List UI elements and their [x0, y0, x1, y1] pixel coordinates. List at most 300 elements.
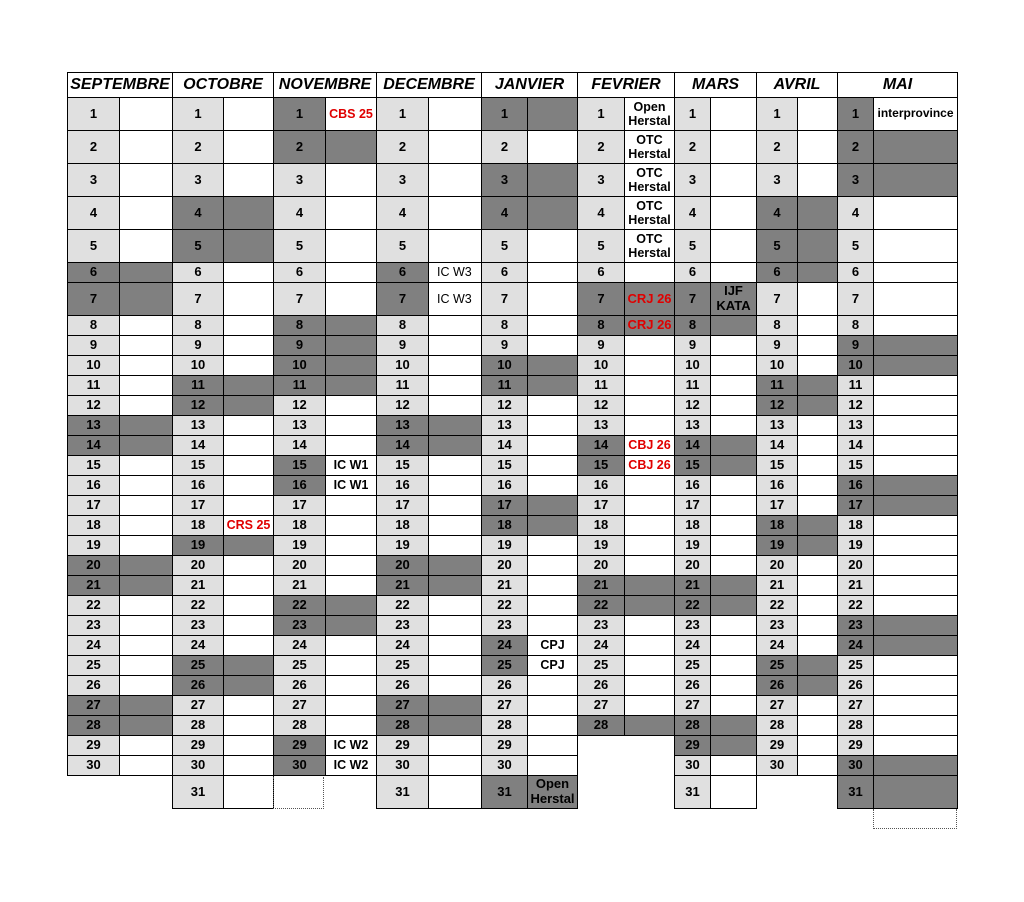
day-number-mars: 7	[674, 282, 711, 316]
empty-cell-janvier	[527, 715, 578, 736]
empty-cell-novembre	[325, 615, 377, 636]
empty-cell-janvier	[527, 262, 578, 283]
event-cell-fevrier: OTC Herstal	[624, 130, 675, 164]
day-number-mars: 18	[674, 515, 711, 536]
empty-cell-fevrier	[624, 695, 675, 716]
day-number-octobre: 27	[172, 695, 224, 716]
day-number-decembre: 17	[376, 495, 429, 516]
day-number-septembre: 17	[67, 495, 120, 516]
day-number-janvier: 10	[481, 355, 528, 376]
day-number-decembre: 22	[376, 595, 429, 616]
empty-cell-octobre	[223, 595, 274, 616]
empty-cell-janvier	[527, 515, 578, 536]
day-number-decembre: 26	[376, 675, 429, 696]
day-number-mars: 9	[674, 335, 711, 356]
day-number-decembre: 30	[376, 755, 429, 776]
day-number-fevrier: 13	[577, 415, 625, 436]
day-number-mai: 7	[837, 282, 874, 316]
empty-cell-decembre	[428, 615, 482, 636]
day-number-septembre: 22	[67, 595, 120, 616]
day-number-novembre: 11	[273, 375, 326, 396]
day-number-septembre: 28	[67, 715, 120, 736]
day-number-janvier: 13	[481, 415, 528, 436]
day-number-janvier: 19	[481, 535, 528, 556]
empty-cell-septembre	[119, 675, 173, 696]
month-header-avril: AVRIL	[756, 72, 838, 98]
day-number-fevrier: 25	[577, 655, 625, 676]
empty-cell-decembre	[428, 355, 482, 376]
day-number-janvier: 18	[481, 515, 528, 536]
day-number-avril: 20	[756, 555, 798, 576]
day-number-fevrier: 22	[577, 595, 625, 616]
empty-cell-avril	[797, 229, 838, 263]
empty-cell-decembre	[428, 395, 482, 416]
day-number-mai: 12	[837, 395, 874, 416]
day-number-janvier: 21	[481, 575, 528, 596]
day-number-fevrier: 6	[577, 262, 625, 283]
empty-cell-octobre	[223, 130, 274, 164]
day-number-janvier: 6	[481, 262, 528, 283]
day-number-mai: 1	[837, 97, 874, 131]
empty-cell-decembre	[428, 715, 482, 736]
empty-cell-decembre	[428, 535, 482, 556]
empty-cell-avril	[797, 375, 838, 396]
event-cell-fevrier: OTC Herstal	[624, 196, 675, 230]
day-number-fevrier: 16	[577, 475, 625, 496]
empty-cell-novembre	[325, 715, 377, 736]
day-number-mars: 2	[674, 130, 711, 164]
empty-cell-mars	[710, 315, 757, 336]
empty-cell-mai	[873, 355, 958, 376]
day-number-septembre: 5	[67, 229, 120, 263]
empty-cell-avril	[797, 595, 838, 616]
empty-cell-avril	[797, 315, 838, 336]
empty-cell-mai	[873, 196, 958, 230]
month-header-janvier: JANVIER	[481, 72, 578, 98]
empty-cell-decembre	[428, 229, 482, 263]
day-number-avril: 25	[756, 655, 798, 676]
day-number-decembre: 11	[376, 375, 429, 396]
empty-cell-janvier	[527, 229, 578, 263]
day-number-novembre: 13	[273, 415, 326, 436]
day-number-fevrier: 3	[577, 163, 625, 197]
day-number-septembre: 27	[67, 695, 120, 716]
day-number-mars: 25	[674, 655, 711, 676]
empty-cell-novembre	[325, 675, 377, 696]
day-number-octobre: 25	[172, 655, 224, 676]
empty-cell-janvier	[527, 435, 578, 456]
empty-cell-mars	[710, 435, 757, 456]
day-number-novembre: 7	[273, 282, 326, 316]
day-number-mai: 22	[837, 595, 874, 616]
day-number-novembre: 8	[273, 315, 326, 336]
day-number-novembre: 4	[273, 196, 326, 230]
day-number-decembre: 28	[376, 715, 429, 736]
day-number-janvier: 24	[481, 635, 528, 656]
day-number-janvier: 3	[481, 163, 528, 197]
day-number-avril: 17	[756, 495, 798, 516]
day-number-novembre: 9	[273, 335, 326, 356]
day-number-octobre: 8	[172, 315, 224, 336]
day-number-octobre: 14	[172, 435, 224, 456]
day-number-novembre: 6	[273, 262, 326, 283]
empty-cell-mai	[873, 315, 958, 336]
empty-cell-decembre	[428, 335, 482, 356]
day-number-fevrier: 24	[577, 635, 625, 656]
day-number-septembre: 24	[67, 635, 120, 656]
day-number-octobre: 23	[172, 615, 224, 636]
day-number-octobre: 30	[172, 755, 224, 776]
day-number-avril: 14	[756, 435, 798, 456]
day-number-septembre: 23	[67, 615, 120, 636]
day-number-avril: 30	[756, 755, 798, 776]
empty-cell-mai	[873, 130, 958, 164]
day-number-janvier: 26	[481, 675, 528, 696]
day-number-decembre: 3	[376, 163, 429, 197]
empty-cell-mai	[873, 415, 958, 436]
day-number-fevrier: 18	[577, 515, 625, 536]
empty-cell-septembre	[119, 282, 173, 316]
empty-cell-fevrier	[624, 415, 675, 436]
day-number-fevrier: 23	[577, 615, 625, 636]
day-number-decembre: 5	[376, 229, 429, 263]
empty-cell-novembre	[325, 495, 377, 516]
empty-cell-mars	[710, 715, 757, 736]
day-number-decembre: 19	[376, 535, 429, 556]
day-number-novembre: 16	[273, 475, 326, 496]
day-number-mai: 28	[837, 715, 874, 736]
day-number-mai: 3	[837, 163, 874, 197]
empty-cell-janvier	[527, 130, 578, 164]
empty-cell-decembre	[428, 315, 482, 336]
empty-cell-novembre	[325, 555, 377, 576]
day-number-decembre: 18	[376, 515, 429, 536]
empty-cell-janvier	[527, 735, 578, 756]
empty-cell-octobre	[223, 415, 274, 436]
empty-cell-avril	[797, 163, 838, 197]
day-number-janvier: 8	[481, 315, 528, 336]
day-number-octobre: 26	[172, 675, 224, 696]
day-number-decembre: 7	[376, 282, 429, 316]
empty-cell-septembre	[119, 395, 173, 416]
day-number-decembre: 12	[376, 395, 429, 416]
empty-cell-octobre	[223, 395, 274, 416]
event-cell-novembre: IC W1	[325, 455, 377, 476]
day-number-avril: 24	[756, 635, 798, 656]
day-number-mars: 29	[674, 735, 711, 756]
empty-cell-fevrier	[624, 655, 675, 676]
empty-cell-decembre	[428, 163, 482, 197]
empty-cell-janvier	[527, 196, 578, 230]
empty-cell-septembre	[119, 575, 173, 596]
day-number-octobre: 10	[172, 355, 224, 376]
day-number-janvier: 27	[481, 695, 528, 716]
day-number-fevrier: 20	[577, 555, 625, 576]
day-number-septembre: 25	[67, 655, 120, 676]
day-number-fevrier: 9	[577, 335, 625, 356]
empty-cell-octobre	[223, 615, 274, 636]
month-header-mars: MARS	[674, 72, 757, 98]
day-number-mai: 4	[837, 196, 874, 230]
day-number-avril: 4	[756, 196, 798, 230]
empty-cell-mars	[710, 555, 757, 576]
event-cell-novembre: IC W2	[325, 755, 377, 776]
empty-cell-mai	[873, 395, 958, 416]
empty-cell-janvier	[527, 555, 578, 576]
empty-cell-decembre	[428, 415, 482, 436]
event-cell-fevrier: CRJ 26	[624, 315, 675, 336]
empty-cell-octobre	[223, 196, 274, 230]
day-number-septembre: 21	[67, 575, 120, 596]
empty-cell-fevrier	[624, 355, 675, 376]
empty-cell-janvier	[527, 755, 578, 776]
empty-cell-avril	[797, 435, 838, 456]
day-number-octobre: 15	[172, 455, 224, 476]
empty-cell-avril	[797, 715, 838, 736]
empty-cell-mars	[710, 615, 757, 636]
day-number-janvier: 22	[481, 595, 528, 616]
empty-cell-mars	[710, 415, 757, 436]
day-number-septembre: 11	[67, 375, 120, 396]
day-number-avril: 23	[756, 615, 798, 636]
day-number-janvier: 2	[481, 130, 528, 164]
day-number-fevrier: 27	[577, 695, 625, 716]
event-cell-fevrier: Open Herstal	[624, 97, 675, 131]
empty-cell-mars	[710, 755, 757, 776]
empty-cell-octobre	[223, 695, 274, 716]
day-number-octobre: 2	[172, 130, 224, 164]
month-header-septembre: SEPTEMBRE	[67, 72, 173, 98]
day-number-avril: 10	[756, 355, 798, 376]
empty-cell-fevrier	[624, 475, 675, 496]
empty-cell-fevrier	[624, 335, 675, 356]
empty-cell-mars	[710, 655, 757, 676]
day-number-fevrier: 2	[577, 130, 625, 164]
empty-cell-decembre	[428, 130, 482, 164]
day-number-avril: 19	[756, 535, 798, 556]
day-number-mai: 15	[837, 455, 874, 476]
day-number-octobre: 3	[172, 163, 224, 197]
day-number-mars: 16	[674, 475, 711, 496]
empty-cell-septembre	[119, 735, 173, 756]
empty-cell-novembre	[325, 435, 377, 456]
day-number-fevrier: 5	[577, 229, 625, 263]
day-number-mai: 25	[837, 655, 874, 676]
day-number-avril: 29	[756, 735, 798, 756]
empty-cell-decembre	[428, 455, 482, 476]
empty-cell-septembre	[119, 615, 173, 636]
day-number-janvier: 29	[481, 735, 528, 756]
empty-cell-novembre	[325, 635, 377, 656]
empty-cell-septembre	[119, 635, 173, 656]
day-number-avril: 3	[756, 163, 798, 197]
empty-cell-mars	[710, 675, 757, 696]
empty-cell-avril	[797, 635, 838, 656]
empty-cell-avril	[797, 575, 838, 596]
day-number-novembre: 30	[273, 755, 326, 776]
empty-cell-septembre	[119, 715, 173, 736]
empty-cell-mai	[873, 282, 958, 316]
empty-cell-decembre	[428, 655, 482, 676]
empty-cell-octobre	[223, 555, 274, 576]
day-number-janvier: 7	[481, 282, 528, 316]
month-header-mai: MAI	[837, 72, 958, 98]
empty-cell-janvier	[527, 335, 578, 356]
day-number-octobre: 6	[172, 262, 224, 283]
empty-cell-mai	[873, 715, 958, 736]
day-number-decembre: 21	[376, 575, 429, 596]
empty-cell-mars	[710, 355, 757, 376]
event-cell-novembre: IC W2	[325, 735, 377, 756]
day-number-septembre: 7	[67, 282, 120, 316]
empty-cell-decembre	[428, 595, 482, 616]
empty-cell-decembre	[428, 475, 482, 496]
empty-cell-mars	[710, 335, 757, 356]
day-number-septembre: 13	[67, 415, 120, 436]
day-number-octobre: 22	[172, 595, 224, 616]
day-number-octobre: 29	[172, 735, 224, 756]
event-cell-janvier: CPJ	[527, 635, 578, 656]
month-header-octobre: OCTOBRE	[172, 72, 274, 98]
day-number-mai: 14	[837, 435, 874, 456]
empty-cell-janvier	[527, 455, 578, 476]
day-number-mars: 19	[674, 535, 711, 556]
day-number-avril: 22	[756, 595, 798, 616]
empty-cell-novembre	[325, 315, 377, 336]
empty-cell-mars	[710, 130, 757, 164]
empty-cell-avril	[797, 535, 838, 556]
empty-cell-mars	[710, 475, 757, 496]
empty-cell-septembre	[119, 535, 173, 556]
empty-cell-decembre	[428, 555, 482, 576]
empty-cell-septembre	[119, 695, 173, 716]
empty-cell-fevrier	[624, 595, 675, 616]
day-number-mars: 14	[674, 435, 711, 456]
event-cell-fevrier: OTC Herstal	[624, 229, 675, 263]
empty-cell-septembre	[119, 495, 173, 516]
day-number-octobre: 1	[172, 97, 224, 131]
empty-cell-octobre	[223, 575, 274, 596]
empty-cell-decembre	[428, 375, 482, 396]
day-number-decembre: 15	[376, 455, 429, 476]
day-number-mai: 16	[837, 475, 874, 496]
day-number-novembre: 19	[273, 535, 326, 556]
day-number-avril: 5	[756, 229, 798, 263]
day-number-avril: 18	[756, 515, 798, 536]
day-number-novembre: 21	[273, 575, 326, 596]
empty-cell-avril	[797, 415, 838, 436]
empty-cell-decembre	[428, 735, 482, 756]
empty-cell-mars	[710, 635, 757, 656]
day-number-septembre: 15	[67, 455, 120, 476]
empty-cell-mars	[710, 575, 757, 596]
empty-cell-septembre	[119, 196, 173, 230]
day-number-novembre: 10	[273, 355, 326, 376]
empty-cell-novembre	[325, 196, 377, 230]
day-number-mai: 23	[837, 615, 874, 636]
empty-cell-avril	[797, 495, 838, 516]
day-number-mai: 6	[837, 262, 874, 283]
empty-cell-novembre	[325, 575, 377, 596]
empty-cell-mai	[873, 655, 958, 676]
day-number-janvier: 16	[481, 475, 528, 496]
empty-cell-octobre	[223, 315, 274, 336]
empty-cell-septembre	[119, 163, 173, 197]
empty-cell-mai	[873, 375, 958, 396]
empty-cell-avril	[797, 555, 838, 576]
empty-cell-mai	[873, 635, 958, 656]
event-cell-novembre: CBS 25	[325, 97, 377, 131]
empty-cell-octobre	[223, 635, 274, 656]
day-number-avril: 2	[756, 130, 798, 164]
day-number-mai: 20	[837, 555, 874, 576]
day-number-septembre: 4	[67, 196, 120, 230]
day-number-septembre: 16	[67, 475, 120, 496]
empty-cell-octobre	[223, 655, 274, 676]
empty-cell-octobre	[223, 495, 274, 516]
empty-cell-fevrier	[624, 262, 675, 283]
empty-cell-septembre	[119, 595, 173, 616]
day-number-septembre: 3	[67, 163, 120, 197]
empty-cell-janvier	[527, 355, 578, 376]
empty-cell-mai	[873, 575, 958, 596]
day-number-fevrier: 8	[577, 315, 625, 336]
empty-cell-janvier	[527, 595, 578, 616]
day-number-novembre: 1	[273, 97, 326, 131]
empty-cell-octobre	[223, 97, 274, 131]
day-number-mars: 11	[674, 375, 711, 396]
day-number-avril: 16	[756, 475, 798, 496]
day-number-janvier: 5	[481, 229, 528, 263]
day-number-janvier: 15	[481, 455, 528, 476]
day-number-mars: 26	[674, 675, 711, 696]
empty-cell-fevrier	[624, 535, 675, 556]
event-cell-novembre: IC W1	[325, 475, 377, 496]
empty-cell-avril	[797, 655, 838, 676]
event-cell-janvier: CPJ	[527, 655, 578, 676]
day-number-septembre: 26	[67, 675, 120, 696]
empty-cell-fevrier	[624, 635, 675, 656]
empty-cell-novembre	[325, 695, 377, 716]
day-number-avril: 13	[756, 415, 798, 436]
empty-cell-fevrier	[624, 615, 675, 636]
day-number-decembre: 14	[376, 435, 429, 456]
empty-cell-janvier	[527, 163, 578, 197]
empty-cell-octobre	[223, 435, 274, 456]
day-number-mai: 2	[837, 130, 874, 164]
empty-cell-fevrier	[624, 555, 675, 576]
day-number-janvier: 30	[481, 755, 528, 776]
day-number-novembre: 28	[273, 715, 326, 736]
empty-cell-novembre	[325, 415, 377, 436]
day-number-septembre: 19	[67, 535, 120, 556]
day-number-janvier: 12	[481, 395, 528, 416]
empty-cell-octobre	[223, 355, 274, 376]
empty-cell-novembre	[325, 282, 377, 316]
day-number-fevrier: 1	[577, 97, 625, 131]
empty-cell-mai	[873, 455, 958, 476]
day-number-mai: 17	[837, 495, 874, 516]
empty-cell-avril	[797, 615, 838, 636]
day-number-mars: 5	[674, 229, 711, 263]
empty-cell-mars	[710, 375, 757, 396]
day-number-fevrier: 28	[577, 715, 625, 736]
empty-cell-mars	[710, 395, 757, 416]
empty-cell-mars	[710, 229, 757, 263]
empty-cell-octobre	[223, 375, 274, 396]
day-number-septembre: 9	[67, 335, 120, 356]
empty-cell-decembre	[428, 495, 482, 516]
